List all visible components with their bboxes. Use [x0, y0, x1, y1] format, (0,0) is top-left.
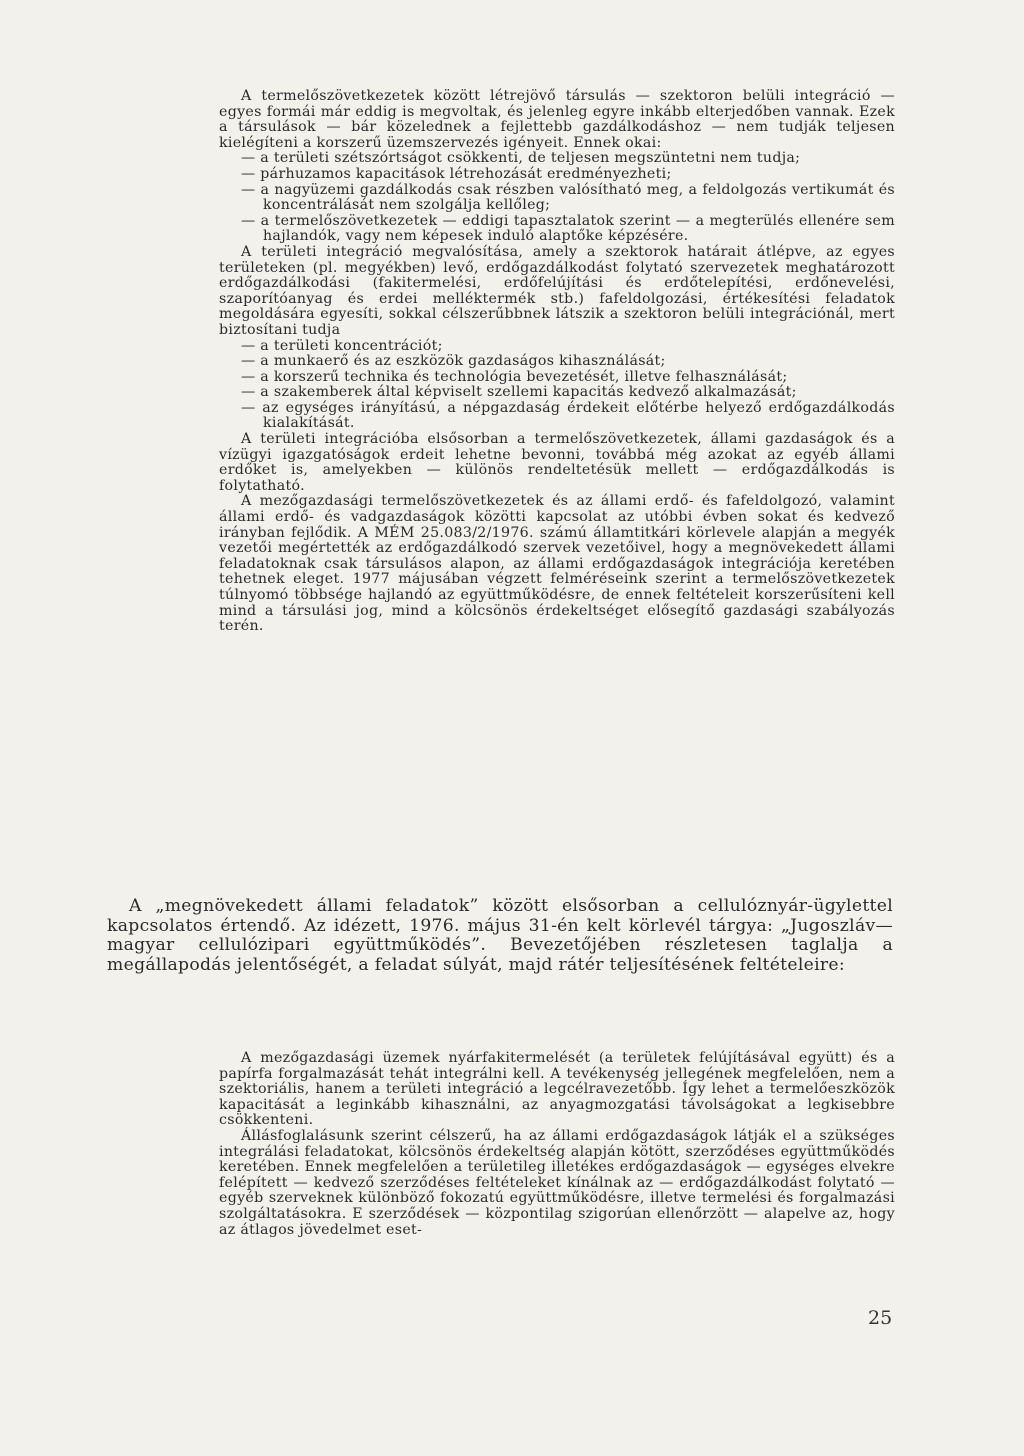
- intro-paragraph: A termelőszövetkezetek között létrejövő társulás — szektoron belüli integráció — egyes formái már eddig is megvoltak, és jelenleg egyre inkább elterjedőben vannak. Ezek a társulások — bár közelednek a fejlettebb gazdálkodáshoz — nem tudják teljesen kielégíteni a korszerű üzemszervezés igényeit. Ennek okai:: [219, 88, 895, 151]
- benefit-item: — az egységes irányítású, a népgazdaság érdekeit előtérbe helyező erdőgazdálkodás kialakítását.: [241, 399, 895, 432]
- position-paragraph: Állásfoglalásunk szerint célszerű, ha az állami erdőgazdaságok látják el a szükséges integrálási feladatokat, kölcsönös érdekeltség alapján kötött, szerződéses együttműködés keretében. Ennek megfelelően a területileg illetékes erdőgazdaságok — egységes elvekre felépített — kedvező szerződéses feltételeket kínálnak az — erdőgazdálkodást folytató — egyéb szerveknek különböző fokozatú együttműködésre, illetve termelési és forgalmazási szolgáltatásokra. E szerződések — központilag szigorúan ellenőrzött — alapelve az, hogy az átlagos jövedelmet eset-: [219, 1127, 895, 1238]
- relations-paragraph: A mezőgazdasági termelőszövetkezetek és az állami erdő- és fafeldolgozó, valamint állami erdő- és vadgazdaságok közötti kapcsolat az utóbbi évben sokat és kedvező irányban fejlődik. A MÉM 25.083/2/1976. számú államtitkári körlevele alapján a megyék vezetői megértették az erdőgazdálkodó szervek vezetőivel, hogy a megnövekedett állami feladatoknak csak társulásos alapon, az állami erdőgazdaságok integrációja keretében tehetnek eleget. 1977 májusában végzett felméréseink szerint a termelőszövetkezetek túlnyomó többsége hajlandó az együttműködésre, de ennek feltételeit korszerűsíteni kell mind a társulási jog, mind a kölcsönös érdekeltséget elősegítő gazdasági szabályozás terén.: [219, 493, 895, 635]
- poplar-integration-paragraph: A mezőgazdasági üzemek nyárfakitermelését (a területek felújításával együtt) és a papírfa forgalmazását tehát integrálni kell. A tevékenység jellegének megfelelően, nem a szektoriális, hanem a területi integráció a legcélravezetőbb. Így lehet a termelőeszközök kapacitását a leginkább kihasználni, az anyagmozgatási távolságokat a legkisebbre csökkenteni.: [219, 1050, 895, 1129]
- reason-item: — a nagyüzemi gazdálkodás csak részben valósítható meg, a feldolgozás vertikumát és koncentrálását nem szolgálja kellőleg;: [241, 181, 895, 214]
- state-forests-paragraph: A területi integrációba elsősorban a termelőszövetkezetek, állami gazdaságok és a vízügyi igazgatóságok erdeit lehetne bevonni, továbbá még azokat az egyéb állami erdőket is, amelyekben — különös rendeltetésük mellett — erdőgazdálkodás is folytatható.: [219, 431, 895, 494]
- reason-item: — a termelőszövetkezetek — eddigi tapasztalatok szerint — a megterülés ellenére sem hajlandók, vagy nem képesek induló alaptőke képzésére.: [241, 212, 895, 245]
- reason-item: — párhuzamos kapacitások létrehozását eredményezheti;: [241, 165, 672, 182]
- benefit-item: — a korszerű technika és technológia bevezetését, illetve felhasználását;: [241, 368, 788, 385]
- benefit-item: — a területi koncentrációt;: [241, 337, 443, 354]
- quoted-block-2: [219, 1051, 895, 1238]
- benefit-item: — a munkaerő és az eszközök gazdaságos kihasználását;: [241, 353, 666, 370]
- reason-item: — a területi szétszórtságot csökkenti, de teljesen megszüntetni nem tudja;: [241, 150, 801, 167]
- benefit-item: — a szakemberek által képviselt szellemi kapacitás kedvező alkalmazását;: [241, 384, 797, 401]
- main-paragraph: A „megnövekedett állami feladatok” között elsősorban a cellulóznyár-ügylettel kapcsolatos értendő. Az idézett, 1976. május 31-én kelt körlevél tárgya: „Jugoszláv—magyar cellulózipari együttműködés”. Bevezetőjében részletesen taglalja a megállapodás jelentőségét, a feladat súlyát, majd rátér teljesítésének feltételeire:: [107, 896, 893, 975]
- page-number: 25: [868, 1307, 893, 1329]
- territorial-integration-paragraph: A területi integráció megvalósítása, amely a szektorok határait átlépve, az egyes területeken (pl. megyékben) levő, erdőgazdálkodást folytató szervezetek meghatározott erdőgazdálkodási (fakitermelési, erdőfelújítási és erdőtelepítési, erdőnevelési, szaporítóanyag és erdei melléktermék stb.) fafeldolgozási, értékesítési feladatok megoldására egyesíti, sokkal célszerűbbnek látszik a szektoron belüli integrációnál, mert biztosítani tudja: [219, 243, 895, 338]
- main-body-text: [107, 897, 893, 975]
- quoted-block-1: [219, 89, 895, 635]
